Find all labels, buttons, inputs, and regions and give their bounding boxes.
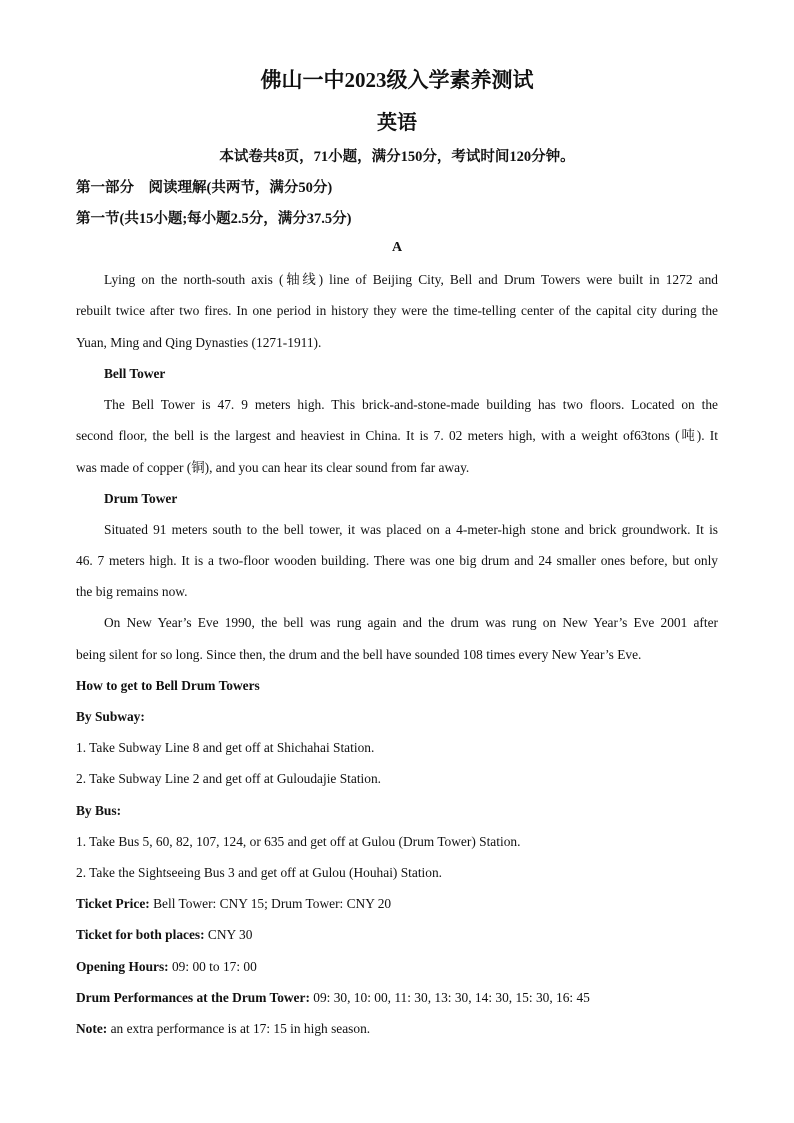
passage-p3-line1: Situated 91 meters south to the bell tower, it was placed on a 4-meter-high stone and brick groundwork. It is [104, 522, 718, 537]
note-label: Note: [76, 1021, 108, 1036]
opening-hours-line [76, 957, 718, 977]
passage-p2-line3: was made of copper (铜), and you can hear its clear sound from far away. [76, 460, 470, 475]
drum-performance-label: Drum Performances at the Drum Tower: [76, 990, 310, 1005]
subway-item: 1. Take Subway Line 8 and get off at Shichahai Station. [76, 740, 375, 755]
passage-p4-line1: On New Year’s Eve 1990, the bell was rung again and the drum was rung on New Year’s Eve 2001 after [104, 615, 718, 630]
drum-performance-line [76, 988, 718, 1008]
drum-performance-value: 09: 30, 10: 00, 11: 30, 13: 30, 14: 30, 15: 30, 16: 45 [309, 990, 590, 1005]
both-ticket-line [76, 925, 718, 945]
bell-tower-heading: Bell Tower [104, 366, 166, 381]
passage-p4-line2: being silent for so long. Since then, the drum and the bell have sounded 108 times every New Year’s Eve. [76, 647, 642, 662]
passage-p1-line3: Yuan, Ming and Qing Dynasties (1271-1911). [76, 335, 322, 350]
part-heading: 第一部分 阅读理解(共两节，满分50分) [76, 180, 333, 196]
passage-p1-line1: Lying on the north-south axis (轴线) line of Beijing City, Bell and Drum Towers were built in 1272 and [104, 272, 718, 287]
ticket-price-value: Bell Tower: CNY 15; Drum Tower: CNY 20 [149, 896, 392, 911]
bus-heading: By Bus: [76, 803, 122, 818]
note-line [76, 1019, 718, 1039]
subway-item: 2. Take Subway Line 2 and get off at Guloudajie Station. [76, 771, 382, 786]
both-ticket-label: Ticket for both places: [76, 927, 205, 942]
how-to-heading: How to get to Bell Drum Towers [76, 678, 260, 693]
bus-item: 1. Take Bus 5, 60, 82, 107, 124, or 635 and get off at Gulou (Drum Tower) Station. [76, 834, 521, 849]
passage-p1-line2: rebuilt twice after two fires. In one period in history they were the time-telling center of the capital city during the [76, 303, 718, 318]
passage-p3-line3: the big remains now. [76, 584, 188, 599]
passage-label: A [391, 240, 403, 255]
subject-title: 英语 [377, 112, 417, 134]
both-ticket-value: CNY 30 [204, 927, 253, 942]
exam-instructions: 本试卷共8页，71小题，满分150分，考试时间120分钟。 [219, 149, 575, 165]
opening-hours-label: Opening Hours: [76, 959, 169, 974]
passage-p2-line1: The Bell Tower is 47. 9 meters high. This brick-and-stone-made building has two floors. Located on the [104, 397, 718, 412]
passage-p2-line2: second floor, the bell is the largest and heaviest in China. It is 7. 02 meters high, with a weight of63tons (吨). It [76, 428, 718, 443]
section-heading: 第一节(共15小题;每小题2.5分，满分37.5分) [76, 211, 352, 227]
subway-heading: By Subway: [76, 709, 145, 724]
exam-title: 佛山一中2023级入学素养测试 [260, 68, 534, 92]
bus-item: 2. Take the Sightseeing Bus 3 and get off at Gulou (Houhai) Station. [76, 865, 443, 880]
drum-tower-heading: Drum Tower [104, 491, 178, 506]
ticket-price-line [76, 894, 718, 914]
ticket-price-label: Ticket Price: [76, 896, 150, 911]
opening-hours-value: 09: 00 to 17: 00 [168, 959, 257, 974]
note-value: an extra performance is at 17: 15 in high season. [107, 1021, 371, 1036]
passage-p3-line2: 46. 7 meters high. It is a two-floor wooden building. There was one big drum and 24 smaller ones before, but only [76, 553, 718, 568]
